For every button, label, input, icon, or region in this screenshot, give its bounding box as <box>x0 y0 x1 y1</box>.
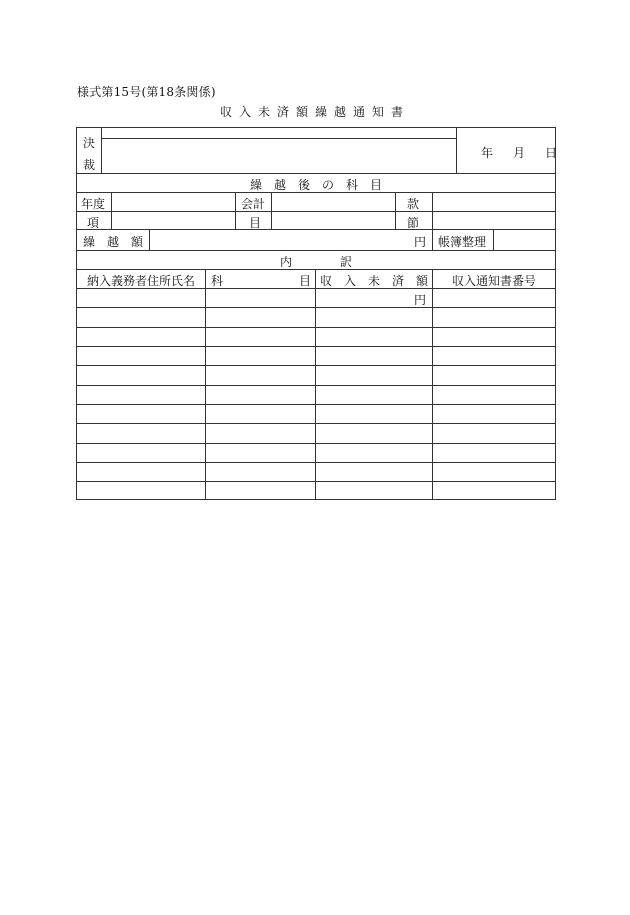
table-row-divider <box>77 365 555 366</box>
fiscal-year-label: 年度 <box>81 197 106 211</box>
breakdown-table <box>76 250 556 500</box>
form-number: 様式第15号(第18条関係) <box>77 85 216 99</box>
table-row-divider <box>77 443 555 444</box>
col-notice-no: 収入通知書番号 <box>451 274 536 288</box>
table-row-divider <box>77 423 555 424</box>
carryover-amount-box <box>76 229 556 251</box>
table-row-divider <box>77 404 555 405</box>
table-row-divider <box>77 327 555 328</box>
document-title: 収入未済額繰越通知書 <box>219 105 410 119</box>
table-row-divider <box>77 288 555 289</box>
ledger-label: 帳簿整理 <box>438 235 487 249</box>
setsu-label: 節 <box>407 216 420 230</box>
breakdown-heading: 内 訳 <box>279 255 352 269</box>
kou-label: 項 <box>87 216 100 230</box>
approval-label-bottom: 裁 <box>83 158 96 172</box>
table-row-divider <box>77 481 555 482</box>
unpaid-unit: 円 <box>414 293 427 307</box>
approval-date: 年 月 日 <box>481 146 562 160</box>
table-row-divider <box>77 346 555 347</box>
carryover-amount-label: 繰 越 額 <box>83 235 144 249</box>
amount-unit: 円 <box>414 235 427 249</box>
table-row-divider <box>77 385 555 386</box>
account-label: 会計 <box>241 197 266 211</box>
approval-label-top: 決 <box>83 136 96 150</box>
carryover-heading: 繰 越 後 の 科 目 <box>249 178 382 192</box>
table-row-divider <box>77 462 555 463</box>
col-subject-left: 科 <box>211 274 224 288</box>
approval-box <box>76 127 562 174</box>
col-payer: 納入義務者住所氏名 <box>86 274 195 288</box>
moku-label: 目 <box>249 216 262 230</box>
kan-label: 款 <box>407 197 420 211</box>
table-row-divider <box>77 307 555 308</box>
col-subject-right: 目 <box>299 274 312 288</box>
carryover-subject-box <box>76 173 556 230</box>
col-unpaid: 収 入 未 済 額 <box>319 274 428 288</box>
